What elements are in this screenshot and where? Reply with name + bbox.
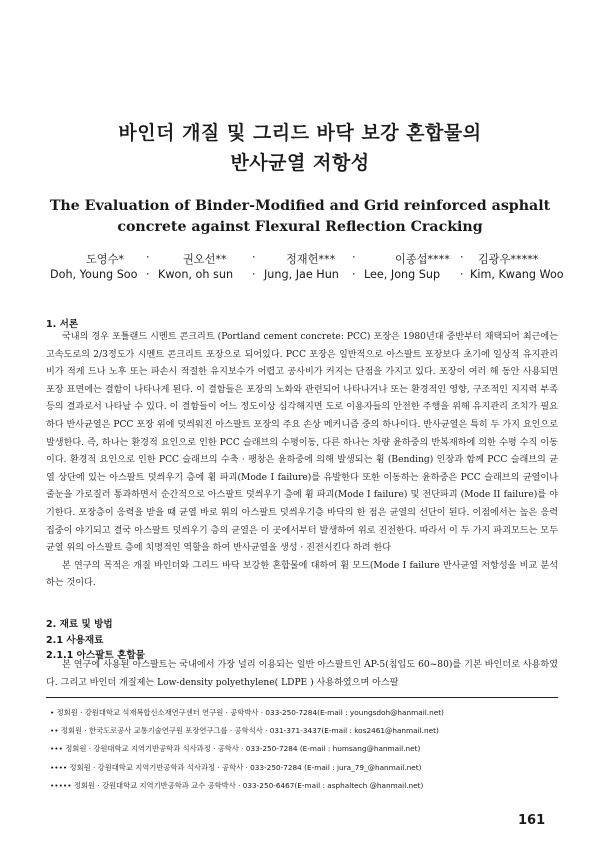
- author-separator: ·: [146, 251, 150, 264]
- author-separator: ·: [252, 268, 256, 281]
- author-en-5: Kim, Kwang Woo: [470, 268, 564, 281]
- author-separator: ·: [252, 251, 256, 264]
- footnote: ••••• 정회원 · 강원대학교 지역기반공학과 교수 공학박사 · 033-250-6467(E-mail : asphaltech @hanmail.net): [50, 780, 424, 790]
- author-separator: ·: [460, 251, 464, 264]
- author-separator: ·: [352, 268, 356, 281]
- korean-title: [0, 118, 600, 178]
- subsection-2-1-1-heading: 2.1.1 아스팔트 혼합물: [46, 650, 145, 661]
- author-kr-3: 정재헌***: [286, 253, 336, 266]
- paragraph: 본 연구에 사용된 아스팔트는 국내에서 가장 널리 이용되는 일반 아스팔트인 AP-5(침입도 60~80)를 기본 바인더로 사용하였다. 그리고 바인더 개질제는 Low-density polyethylene( LDPE ) 사용하였으며 아스팔: [46, 660, 558, 688]
- paragraph: 국내의 경우 포틀랜드 시멘트 콘크리트 (Portland cement concrete: PCC) 포장은 1980년대 중반부터 채택되어 최근에는 고속도로의 2/3정도가 시멘트 콘크리트 포장으로 되어있다. PCC 포장은 일반적으로 아스팔트 포장보다 초기에 일상적 유지관리비가 적게 드나 노후 또는 파손시 적절한 유지보수가 어렵고 공사비가 커지는 단점을 가지고 있다. 포장이 여러 해 동안 사용되면 포장 표면에는 결함이 나타나게 된다. 이 결함들은 포장의 노화와 관련되어 나타나거나 또는 환경적인 영향, 구조적인 지지력 부족 등의 결과로서 나타날 수 있다. 이 결함들이 어느 정도이상 심각해지면 도로 이용자들의 안전한 주행을 위해 유지관리 조치가 필요하다 반사균열은 PCC 포장 위에 덧씌워진 아스팔트 포장의 주요 손상 메커니즘 중의 하나이다. 반사균열은 특히 두 가지 요인으로 발생한다. 즉, 하나는 환경적 요인으로 인한 PCC 슬래브의 수평이동, 다른 하나는 차량 윤하중의 반복재하에 의한 수평 수직 이동이다. 환경적 요인으로 인한 PCC 슬래브의 수축 · 팽창은 윤하중에 의해 발생되는 휨 (Bending) 인장과 함께 PCC 슬래브의 균열 상단에 있는 아스팔트 덧씌우기 층에 휨 파괴(Mode I failure)를 유발한다 또한 이동하는 윤하중은 PCC 슬래브의 균열이나 줄눈을 가로질러 통과하면서 순간적으로 아스팔트 덧씌우기 층에 휨 파괴(Mode I failure) 및 전단파괴 (Mode II failure)를 야기한다. 포장층이 응력을 받을 때 균열 바로 위의 아스팔트 덧씌우기층 바닥의 한 점은 균열의 선단이 된다. 이점에서는 높은 응력집중이 야기되고 결국 아스팔트 덧씌우기 층의 균열은 이 곳에서부터 발생하여 위로 진전한다. 따라서 이 두 가지 파괴모드는 모두 균열 위의 아스팔트 층에 치명적인 역할을 하여 반사균열을 생성 · 진전시킨다 하려 한다: [46, 332, 558, 554]
- author-names-english: [50, 268, 564, 285]
- page-number: 161: [518, 813, 546, 828]
- author-kr-4: 이종섭****: [395, 253, 450, 266]
- author-en-1: Doh, Young Soo: [50, 268, 138, 281]
- author-en-4: Lee, Jong Sup: [364, 268, 441, 281]
- author-separator: ·: [460, 268, 464, 281]
- footnote: •••• 정회원 · 강원대학교 지역기반공학과 석사과정 · 공학사 · 033-250-7284 (E-mail : jura_79_@hanmail.net): [50, 762, 422, 772]
- author-kr-5: 김광우*****: [478, 253, 539, 266]
- english-title: [0, 196, 600, 238]
- author-en-3: Jung, Jae Hun: [264, 268, 339, 281]
- section-1-heading: 1. 서론: [46, 319, 79, 330]
- subsection-2-1-heading: 2.1 사용재료: [46, 635, 104, 646]
- author-kr-1: 도영수*: [86, 253, 125, 266]
- korean-title-line-1: 바인더 개질 및 그리드 바닥 보강 혼합물의: [118, 122, 482, 144]
- footnote: •• 정회원 · 한국도로공사 교통기술연구원 포장연구그룹 · 공학석사 · 031-371-3437(E-mail : kos2461@hanmail.net): [50, 726, 439, 736]
- footnote-divider: [46, 697, 558, 698]
- english-title-line-2: concrete against Flexural Reflection Cracking: [117, 219, 483, 235]
- english-title-line-1: The Evaluation of Binder-Modified and Grid reinforced asphalt: [49, 198, 551, 214]
- author-names-korean: [50, 251, 555, 268]
- paragraph: 본 연구의 목적은 개질 바인더와 그리드 바닥 보강한 혼합물에 대하여 휨 모드(Mode I failure 반사균열 저항성을 비교 분석 하는 것이다.: [46, 560, 558, 589]
- footnote: ••• 정회원 · 강원대학교 지역기반공학과 석사과정 · 공학사 · 033-250-7284 (E-mail : humsang@hanmail.net): [50, 744, 421, 754]
- section-2-heading: 2. 재료 및 방법: [46, 619, 113, 630]
- author-affiliations: [50, 704, 560, 795]
- author-separator: ·: [146, 268, 150, 281]
- author-list: [50, 251, 564, 285]
- author-en-2: Kwon, oh sun: [158, 268, 234, 281]
- footnote: • 정회원 · 강원대학교 석재복합신소재연구센터 연구원 · 공학박사 · 033-250-7284(E-mail : youngsdoh@hanmail.net): [50, 708, 444, 717]
- author-kr-2: 권오선**: [183, 253, 227, 266]
- section-1-body: [46, 329, 558, 593]
- author-separator: ·: [352, 251, 356, 264]
- korean-title-line-2: 반사균열 저항성: [230, 152, 370, 174]
- section-2-body: [46, 657, 558, 692]
